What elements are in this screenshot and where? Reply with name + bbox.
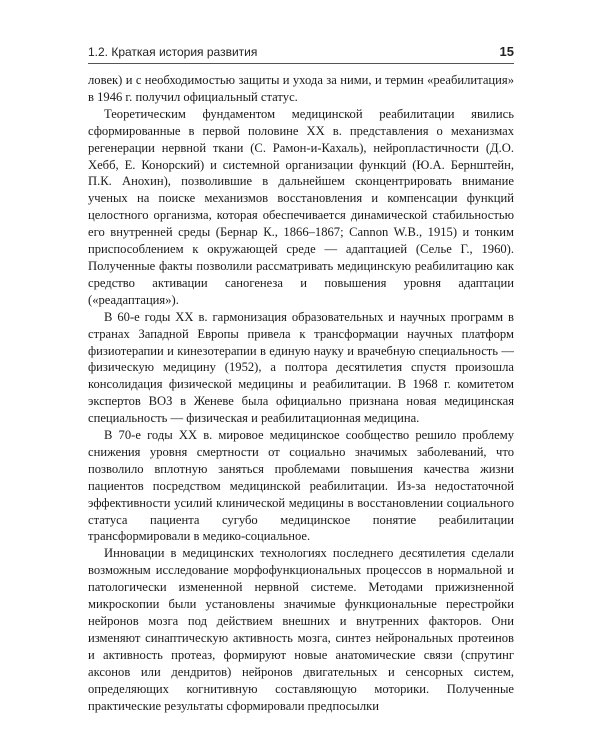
paragraph-innovations: Инновации в медицинских технологиях последнего десятилетия сделали возможным исследование морфофункциональных процессов в нормальной и патологически измененной нервной системе. Методами прижизненной микроскопии были установлены значимые функциональные перестройки нейронов мозга под действием внешних и внутренних факторов. Они изменяют синаптическую активность мозга, синтез нейрональных протеинов и активность протеаз, формируют новые анатомические связи (спрутинг аксонов или дендритов) нейронов двигательных и сенсорных систем, определяющих когнитивную составляющую моторики. Полученные практические результаты сформировали предпосылки xyxy=(88,546,514,713)
paragraph-sixties: В 60-е годы XX в. гармонизация образовательных и научных программ в странах Западной Европы привела к трансформации научных платформ физиотерапии и кинезотерапии в единую науку и врачебную специальность — физическую медицину (1952), а полтора десятилетия спустя произошла консолидация физической медицины и реабилитации. В 1968 г. комитетом экспертов ВОЗ в Женеве была официально признана новая медицинская специальность — физическая и реабилитационная медицина. xyxy=(88,309,514,426)
running-header xyxy=(88,44,514,64)
page-number: 15 xyxy=(499,44,514,59)
section-title: 1.2. Краткая история развития xyxy=(88,45,258,59)
paragraph-continued: ловек) и с необходимостью защиты и ухода за ними, и термин «реабилитация» в 1946 г. получил официальный статус. xyxy=(88,73,514,104)
book-page xyxy=(88,44,514,714)
paragraph-theoretical-foundation: Теоретическим фундаментом медицинской реабилитации явились сформированные в первой половине XX в. представления о механизмах регенерации нервной ткани (С. Рамон-и-Кахаль), нейропластичности (Д.О. Хебб, Е. Конорский) и системной организации функций (Ю.А. Бернштейн, П.К. Анохин), позволившие в дальнейшем сконцентрировать внимание ученых на поиске механизмов восстановления и компенсации функций целостного организма, которая обеспечивается динамической стабильностью его внутренней среды (Бернар К., 1866–1867; Cannon W.B., 1915) и тонким приспособлением к окружающей среде — адаптацией (Селье Г., 1960). Полученные факты позволили рассматривать медицинскую реабилитацию как средство активации саногенеза и повышения уровня адаптации («реадаптация»). xyxy=(88,106,514,307)
paragraph-seventies: В 70-е годы XX в. мировое медицинское сообщество решило проблему снижения уровня смертности от социально значимых заболеваний, что позволило вплотную заняться проблемами повышения качества жизни пациентов посредством медицинской реабилитации. Из-за недостаточной эффективности усилий клинической медицины в восстановлении социального статуса пациента сугубо медицинское понятие реабилитации трансформировали в медико-социальное. xyxy=(88,428,514,544)
body-text xyxy=(88,72,514,714)
